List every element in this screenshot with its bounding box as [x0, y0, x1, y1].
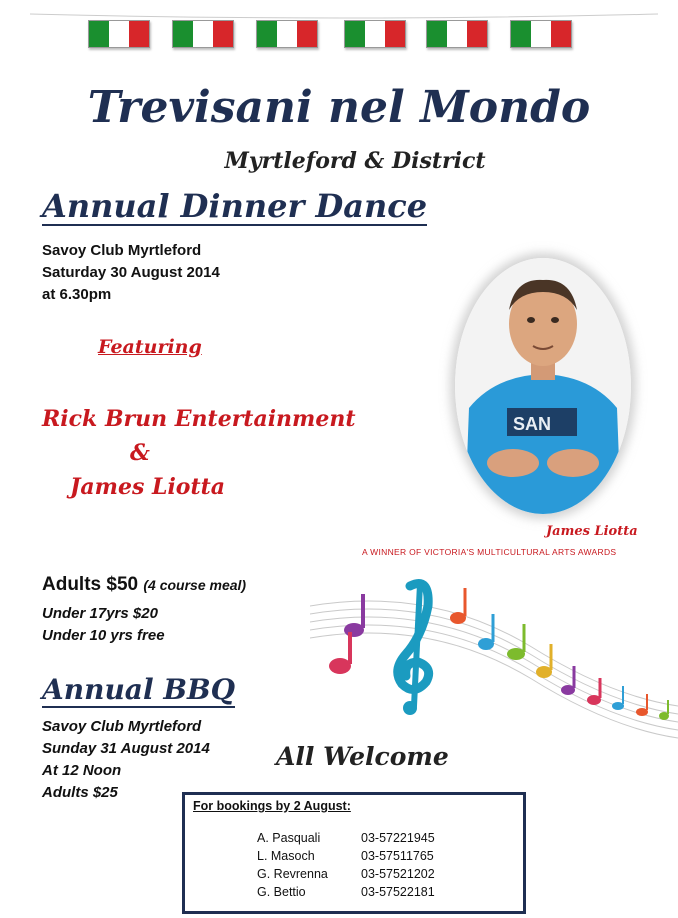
contact-phone: 03-57511765 — [361, 849, 434, 863]
dinner-date: Saturday 30 August 2014 — [42, 264, 220, 281]
contact-phone: 03-57522181 — [361, 885, 435, 899]
dinner-venue: Savoy Club Myrtleford — [42, 242, 202, 259]
dinner-time: at 6.30pm — [42, 286, 112, 303]
child-prices — [42, 603, 165, 647]
adult-price-note: (4 course meal) — [143, 577, 247, 593]
featuring-label: Featuring — [98, 336, 202, 358]
flag-icon — [172, 20, 234, 48]
contact-row — [257, 867, 507, 881]
bbq-time: At 12 Noon — [42, 762, 122, 779]
adult-price — [42, 574, 246, 596]
dinner-dance-heading: Annual Dinner Dance — [42, 187, 428, 225]
flag-icon — [510, 20, 572, 48]
performer-photo — [455, 258, 631, 514]
contact-row — [257, 849, 507, 863]
flag-icon — [256, 20, 318, 48]
bbq-date: Sunday 31 August 2014 — [42, 740, 210, 757]
dinner-details — [42, 240, 220, 306]
bbq-venue: Savoy Club Myrtleford — [42, 718, 202, 735]
bbq-details — [42, 716, 210, 804]
svg-text:SAN: SAN — [513, 414, 552, 434]
flag-icon — [344, 20, 406, 48]
bookings-title: For bookings by 2 August: — [193, 799, 351, 813]
bbq-price: Adults $25 — [42, 784, 118, 801]
all-welcome-text: All Welcome — [276, 742, 449, 771]
photo-caption-name: James Liotta — [546, 524, 638, 539]
price-under-17: Under 17yrs $20 — [42, 605, 158, 622]
price-under-10: Under 10 yrs free — [42, 627, 165, 644]
contact-name: A. Pasquali — [257, 831, 321, 845]
contact-row — [257, 831, 507, 845]
contact-phone: 03-57221945 — [361, 831, 435, 845]
performer-2: James Liotta — [70, 474, 226, 500]
bbq-heading: Annual BBQ — [42, 673, 236, 706]
music-notes-graphic — [310, 566, 678, 744]
adult-price-label: Adults $50 — [42, 574, 139, 595]
flag-icon — [88, 20, 150, 48]
contact-phone: 03-57521202 — [361, 867, 435, 881]
contact-name: L. Masoch — [257, 849, 315, 863]
performer-1: Rick Brun Entertainment — [42, 406, 356, 432]
contact-row — [257, 885, 507, 899]
contact-name: G. Revrenna — [257, 867, 328, 881]
flyer-subtitle: Myrtleford & District — [224, 148, 486, 174]
flag-icon — [426, 20, 488, 48]
performer-ampersand: & — [130, 440, 150, 466]
contact-name: G. Bettio — [257, 885, 306, 899]
italian-flag-bunting — [30, 0, 658, 60]
photo-caption-award: A WINNER OF VICTORIA'S MULTICULTURAL ARTS AWARDS — [362, 547, 617, 557]
bookings-box — [182, 792, 526, 914]
flyer-title: Trevisani nel Mondo — [87, 82, 591, 133]
